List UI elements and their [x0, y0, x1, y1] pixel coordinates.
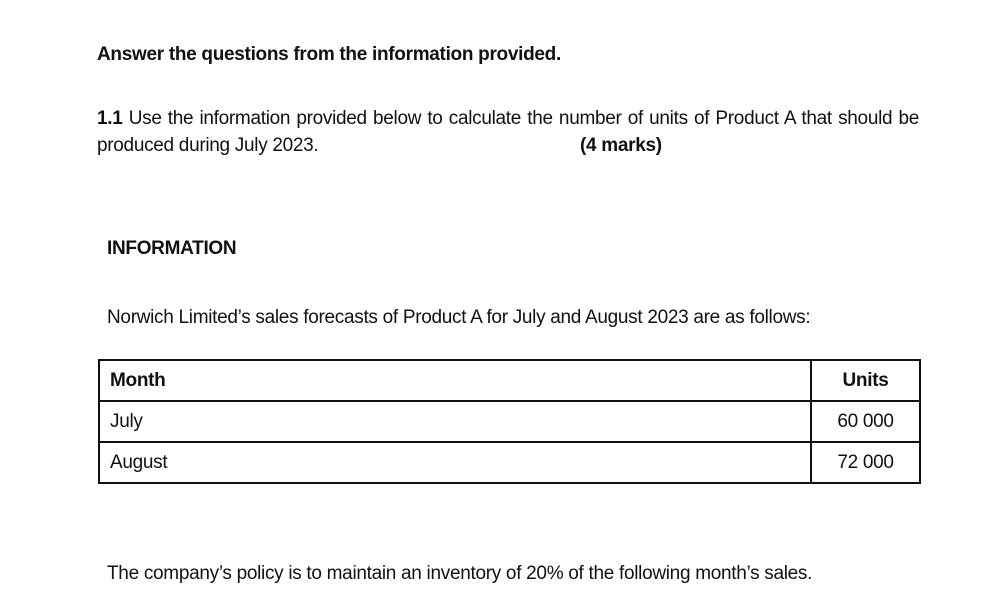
information-heading: INFORMATION [107, 238, 237, 259]
month-cell: August [99, 442, 811, 483]
question-marks: (4 marks) [580, 135, 662, 156]
forecast-intro-text: Norwich Limited’s sales forecasts of Product A for July and August 2023 are as follows: [107, 307, 811, 328]
column-header-units: Units [811, 360, 920, 401]
question-number: 1.1 [97, 108, 123, 129]
question-text: Use the information provided below to calculate the number of units of Product A that should be [128, 108, 919, 129]
inventory-policy-text: The company’s policy is to maintain an inventory of 20% of the following month’s sales. [107, 563, 813, 584]
sales-forecast-table [98, 359, 921, 484]
units-cell: 72 000 [811, 442, 920, 483]
month-cell: July [99, 401, 811, 442]
column-header-month: Month [99, 360, 811, 401]
units-cell: 60 000 [811, 401, 920, 442]
table-header-row [99, 360, 920, 401]
question-text-line1 [97, 106, 919, 132]
table-row [99, 442, 920, 483]
instruction-heading: Answer the questions from the information provided. [97, 44, 561, 65]
table-row [99, 401, 920, 442]
question-text-line2: produced during July 2023. [97, 135, 319, 156]
